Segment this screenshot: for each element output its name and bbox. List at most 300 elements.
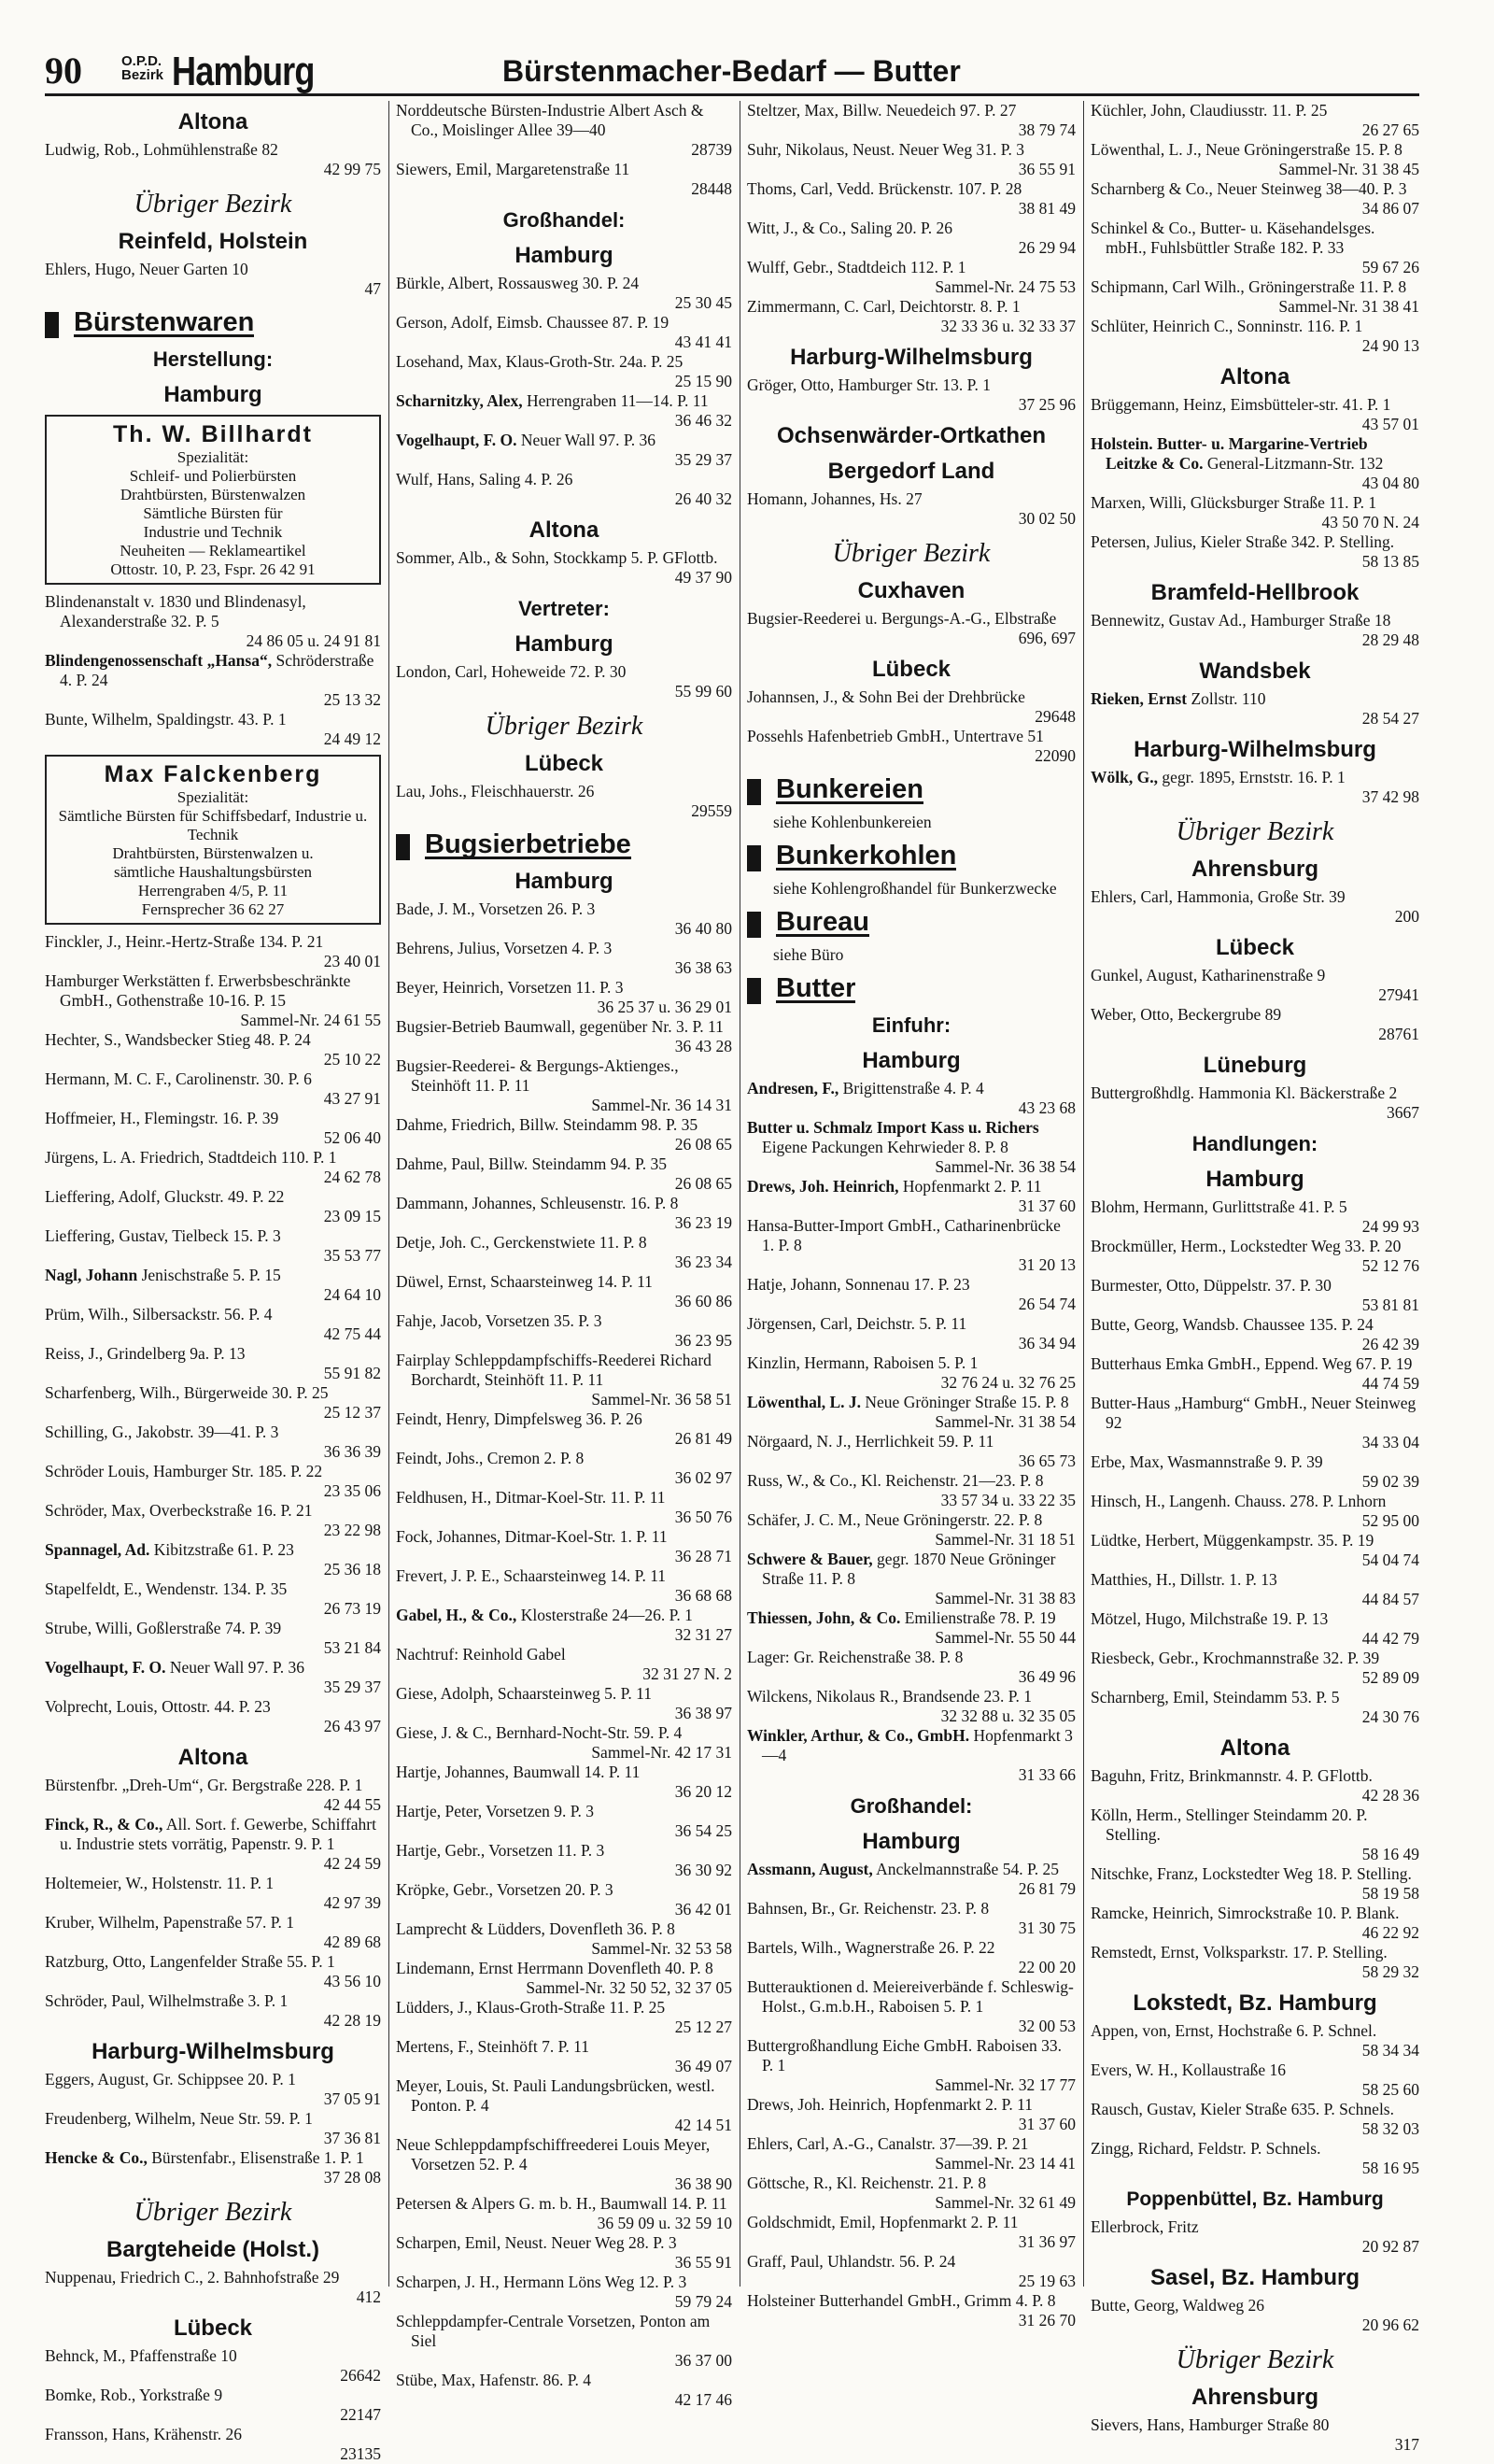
region-heading: Übriger Bezirk: [1176, 2345, 1334, 2374]
entry-name: Scharnitzky, Alex,: [396, 391, 523, 410]
directory-entry: [1091, 317, 1419, 356]
directory-entry: [747, 140, 1076, 179]
phone-number: 24 49 12: [323, 729, 381, 748]
directory-entry: [45, 651, 381, 710]
phone-number: 24 90 13: [1361, 336, 1419, 355]
entry-text: Jürgens, L. A. Friedrich, Stadtdeich 110. P. 1: [45, 1148, 337, 1167]
phone-number: 412: [356, 2287, 381, 2306]
directory-entry: [1091, 887, 1419, 927]
directory-entry: [747, 609, 1076, 648]
directory-entry: [747, 101, 1076, 140]
category-title: Bunkerkohlen: [776, 841, 957, 871]
entry-text: Possehls Hafenbetrieb GmbH., Untertrave 51: [747, 727, 1044, 745]
entry-text: Herrengraben 11—14. P. 11: [527, 391, 709, 410]
entry-text: Homann, Johannes, Hs. 27: [747, 489, 923, 508]
location-heading: Altona: [177, 109, 248, 135]
directory-entry: [396, 313, 732, 352]
advertisement-line: Spezialität:: [176, 788, 249, 806]
phone-number: 200: [1394, 907, 1419, 926]
entry-text: Löwenthal, L. J., Neue Gröningerstraße 15. P. 8: [1091, 140, 1402, 159]
phone-number: 58 34 34: [1361, 2041, 1419, 2060]
entry-text: Lager: Gr. Reichenstraße 38. P. 8: [747, 1648, 964, 1666]
entry-text: Appen, von, Ernst, Hochstraße 6. P. Schnel.: [1091, 2021, 1377, 2040]
phone-number: 42 99 75: [323, 160, 381, 178]
entry-text: Kölln, Herm., Stellinger Steindamm 20. P. Stelling.: [1091, 1806, 1368, 1844]
entry-text: Graff, Paul, Uhlandstr. 56. P. 24: [747, 2252, 956, 2271]
entry-text: Neuer Wall 97. P. 36: [169, 1658, 304, 1677]
entry-name: Spannagel, Ad.: [45, 1540, 150, 1559]
entry-text: Ludwig, Rob., Lohmühlenstraße 82: [45, 140, 278, 159]
directory-entry: [396, 1311, 732, 1351]
phone-number: 37 36 81: [323, 2129, 381, 2147]
cross-reference: siehe Kohlenbunkereien: [773, 813, 932, 831]
phone-number: 36 54 25: [674, 1821, 732, 1840]
entry-text: Klosterstraße 24—26. P. 1: [520, 1606, 693, 1624]
entry-text: Nachtruf: Reinhold Gabel: [396, 1645, 566, 1664]
phone-number: Sammel-Nr. 31 18 51: [935, 1530, 1076, 1549]
advertisement-line: Industrie und Technik: [143, 523, 283, 541]
section-marker-icon: [747, 845, 761, 871]
directory-entry: [747, 727, 1076, 766]
phone-number: Sammel-Nr. 32 53 58: [591, 1939, 732, 1958]
directory-entry: [45, 1658, 381, 1697]
cross-reference: siehe Büro: [773, 945, 844, 964]
entry-text: Nuppenau, Friedrich C., 2. Bahnhofstraße 29: [45, 2268, 340, 2287]
directory-entry: [396, 1017, 732, 1056]
phone-number: 42 17 46: [674, 2390, 732, 2409]
directory-entry: [45, 1305, 381, 1344]
phone-number: 58 29 32: [1361, 1962, 1419, 1981]
phone-number: 36 23 95: [674, 1331, 732, 1350]
entry-name: Nagl, Johann: [45, 1266, 138, 1284]
entry-text: Lindemann, Ernst Herrmann Dovenfleth 40. P. 8: [396, 1959, 713, 1977]
directory-entry: [747, 2291, 1076, 2330]
location-heading: Altona: [1219, 1735, 1290, 1761]
phone-number: 36 59 09 u. 32 59 10: [597, 2214, 732, 2232]
phone-number: 22 00 20: [1018, 1958, 1076, 1976]
entry-text: Hopfenmarkt 3—4: [762, 1726, 1073, 1764]
section-title: Bürstenmacher-Bedarf — Butter: [502, 54, 961, 88]
entry-text: Schröder, Max, Overbeckstraße 16. P. 21: [45, 1501, 313, 1520]
phone-number: 26 81 49: [674, 1429, 732, 1448]
entry-text: Giese, Adolph, Schaarsteinweg 5. P. 11: [396, 1684, 652, 1703]
directory-entry: [1091, 179, 1419, 219]
directory-entry: [396, 1684, 732, 1723]
entry-text: Anckelmannstraße 54. P. 25: [876, 1860, 1059, 1878]
phone-number: 53 81 81: [1361, 1296, 1419, 1314]
phone-number: 28448: [691, 179, 732, 198]
directory-entry: [396, 1056, 732, 1115]
entry-text: Bartels, Wilh., Wagnerstraße 26. P. 22: [747, 1938, 995, 1957]
directory-entry: [396, 1998, 732, 2037]
location-heading: Harburg-Wilhelmsburg: [1134, 737, 1376, 762]
entry-text: Witt, J., & Co., Saling 20. P. 26: [747, 219, 953, 237]
directory-entry: [45, 260, 381, 299]
directory-entry: [747, 2036, 1076, 2095]
entry-text: gegr. 1895, Ernststr. 16. P. 1: [1162, 768, 1346, 786]
directory-entry: [45, 592, 381, 651]
directory-entry: [45, 1913, 381, 1952]
directory-entry: [1091, 1864, 1419, 1904]
advertisement-line: Schleif- und Polierbürsten: [129, 467, 297, 485]
entry-text: Küchler, John, Claudiusstr. 11. P. 25: [1091, 101, 1328, 120]
directory-entry: [45, 1619, 381, 1658]
directory-entry: [1091, 1806, 1419, 1864]
category-title: Bunkereien: [776, 774, 923, 804]
phone-number: 23 40 01: [323, 952, 381, 970]
phone-number: 47: [364, 279, 381, 298]
entry-text: Butte, Georg, Waldweg 26: [1091, 2296, 1265, 2315]
entry-text: Bahnsen, Br., Gr. Reichenstr. 23. P. 8: [747, 1899, 990, 1918]
directory-entry: [396, 1723, 732, 1763]
entry-text: Göttsche, R., Kl. Reichenstr. 21. P. 8: [747, 2174, 987, 2192]
entry-text: Siewers, Emil, Margaretenstraße 11: [396, 160, 630, 178]
location-heading: Bargteheide (Holst.): [106, 2237, 320, 2262]
phone-number: 22090: [1035, 746, 1076, 765]
directory-entry: [396, 1645, 732, 1684]
phone-number: 59 67 26: [1361, 258, 1419, 276]
advertisement-line: Drahtbürsten, Bürstenwalzen u.: [112, 844, 314, 862]
phone-number: Sammel-Nr. 55 50 44: [935, 1628, 1076, 1647]
directory-entry: [396, 2135, 732, 2194]
directory-entry: [396, 1763, 732, 1802]
directory-entry: [45, 1462, 381, 1501]
location-heading: Lüneburg: [1203, 1053, 1307, 1078]
phone-number: 32 76 24 u. 32 76 25: [940, 1373, 1076, 1392]
location-heading: Lokstedt, Bz. Hamburg: [1133, 1990, 1377, 2016]
entry-text: Kröpke, Gebr., Vorsetzen 20. P. 3: [396, 1880, 613, 1899]
phone-number: 36 23 19: [674, 1213, 732, 1232]
directory-entry: [747, 1899, 1076, 1938]
entry-text: Emilienstraße 78. P. 19: [904, 1608, 1056, 1627]
entry-text: Holtemeier, W., Holstenstr. 11. P. 1: [45, 1874, 275, 1892]
phone-number: 36 65 73: [1018, 1451, 1076, 1470]
entry-name: Assmann, August,: [747, 1860, 873, 1878]
directory-entry: [747, 1860, 1076, 1899]
directory-entry: [45, 1423, 381, 1462]
entry-text: Hoffmeier, H., Flemingstr. 16. P. 39: [45, 1109, 279, 1127]
entry-text: Wilckens, Nikolaus R., Brandsende 23. P. 1: [747, 1687, 1033, 1706]
entry-text: Goldschmidt, Emil, Hopfenmarkt 2. P. 11: [747, 2213, 1019, 2231]
directory-entry: [396, 101, 732, 160]
entry-text: Bugsier-Betrieb Baumwall, gegenüber Nr. 3. P. 11: [396, 1017, 724, 1036]
phone-number: 36 02 97: [674, 1468, 732, 1487]
directory-entry: [747, 2252, 1076, 2291]
phone-number: 26 29 94: [1018, 238, 1076, 257]
phone-number: 31 20 13: [1018, 1255, 1076, 1274]
directory-entry: [396, 2371, 732, 2410]
location-heading: Hamburg: [514, 869, 613, 894]
entry-text: Hartje, Gebr., Vorsetzen 11. P. 3: [396, 1841, 605, 1860]
phone-number: Sammel-Nr. 31 38 41: [1278, 297, 1419, 316]
phone-number: 58 13 85: [1361, 552, 1419, 571]
directory-entry: [396, 160, 732, 199]
phone-number: 28761: [1378, 1025, 1419, 1043]
location-heading: Harburg-Wilhelmsburg: [92, 2039, 334, 2064]
entry-text: Lamprecht & Lüdders, Dovenfleth 36. P. 8: [396, 1919, 675, 1938]
entry-text: Gunkel, August, Katharinenstraße 9: [1091, 966, 1326, 984]
entry-text: Schipmann, Carl Wilh., Gröningerstraße 11. P. 8: [1091, 277, 1407, 296]
entry-name: Butter u. Schmalz Import Kass u. Richers: [747, 1118, 1039, 1137]
directory-entry: [45, 2109, 381, 2148]
phone-number: 696, 697: [1018, 629, 1076, 647]
location-heading: Hamburg: [514, 631, 613, 657]
phone-number: 37 05 91: [323, 2089, 381, 2108]
location-heading: Harburg-Wilhelmsburg: [790, 345, 1033, 370]
phone-number: 59 79 24: [674, 2292, 732, 2311]
entry-text: Johannsen, J., & Sohn Bei der Drehbrücke: [747, 687, 1025, 706]
directory-entry: [396, 782, 732, 821]
phone-number: 43 50 70 N. 24: [1321, 513, 1419, 531]
entry-text: Bürstenfabr., Elisenstraße 1. P. 1: [151, 2148, 364, 2167]
phone-number: 36 49 07: [674, 2057, 732, 2075]
entry-text: Losehand, Max, Klaus-Groth-Str. 24a. P. 25: [396, 352, 684, 371]
phone-number: 36 37 00: [674, 2351, 732, 2370]
entry-text: Hatje, Johann, Sonnenau 17. P. 23: [747, 1275, 970, 1294]
entry-text: Buttergroßhandlung Eiche GmbH. Raboisen 33. P. 1: [747, 2036, 1062, 2075]
directory-entry: [1091, 2139, 1419, 2178]
entry-text: Ehlers, Hugo, Neuer Garten 10: [45, 260, 248, 278]
region-heading: Übriger Bezirk: [134, 2198, 292, 2227]
entry-text: Brüggemann, Heinz, Eimsbütteler-str. 41. P. 1: [1091, 395, 1391, 414]
directory-entry: [1091, 1276, 1419, 1315]
directory-entry: [1091, 1005, 1419, 1044]
directory-entry: [396, 1154, 732, 1194]
entry-name: Vogelhaupt, F. O.: [396, 431, 517, 449]
phone-number: 25 12 37: [323, 1403, 381, 1422]
entry-name: Wölk, G.,: [1091, 768, 1158, 786]
directory-entry: [1091, 1315, 1419, 1354]
directory-entry: [45, 2386, 381, 2425]
entry-text: Zollstr. 110: [1191, 689, 1266, 708]
location-heading: Reinfeld, Holstein: [118, 229, 308, 254]
phone-number: 25 15 90: [674, 372, 732, 390]
entry-text: Scharnberg, Emil, Steindamm 53. P. 5: [1091, 1688, 1340, 1706]
phone-number: 24 30 76: [1361, 1707, 1419, 1726]
directory-entry: [747, 1314, 1076, 1353]
entry-text: Meyer, Louis, St. Pauli Landungsbrücken, westl. Ponton. P. 4: [396, 2076, 715, 2115]
entry-text: Feindt, Johs., Cremon 2. P. 8: [396, 1449, 585, 1467]
directory-entry: [396, 1880, 732, 1919]
entry-text: Scharpen, J. H., Hermann Löns Weg 12. P. 3: [396, 2273, 687, 2291]
cross-reference: siehe Kohlengroßhandel für Bunkerzwecke: [773, 879, 1057, 898]
entry-name: Vogelhaupt, F. O.: [45, 1658, 166, 1677]
phone-number: 31 30 75: [1018, 1919, 1076, 1937]
phone-number: 23 22 98: [323, 1521, 381, 1539]
entry-text: Giese, J. & C., Bernhard-Nocht-Str. 59. P. 4: [396, 1723, 683, 1742]
directory-entry: [1091, 2100, 1419, 2139]
directory-entry: [396, 2037, 732, 2076]
location-heading: Altona: [1219, 364, 1290, 389]
phone-number: 28 29 48: [1361, 630, 1419, 649]
phone-number: 52 12 76: [1361, 1256, 1419, 1275]
entry-text: Bürstenfbr. „Dreh-Um“, Gr. Bergstraße 228. P. 1: [45, 1776, 363, 1794]
directory-entry: [396, 2273, 732, 2312]
directory-entry: [396, 1194, 732, 1233]
phone-number: 28739: [691, 140, 732, 159]
directory-entry: [747, 1432, 1076, 1471]
entry-text: Riesbeck, Gebr., Krochmannstraße 32. P. 39: [1091, 1649, 1380, 1667]
directory-entry: [747, 2174, 1076, 2213]
category-heading: [396, 829, 732, 860]
directory-entry: [1091, 1766, 1419, 1806]
directory-entry: [45, 2346, 381, 2386]
directory-entry: [396, 1802, 732, 1841]
entry-text: Düwel, Ernst, Schaarsteinweg 14. P. 11: [396, 1272, 653, 1291]
directory-entry: [1091, 1943, 1419, 1982]
entry-text: Reiss, J., Grindelberg 9a. P. 13: [45, 1344, 246, 1363]
phone-number: Sammel-Nr. 24 75 53: [935, 277, 1076, 296]
location-heading: Lübeck: [871, 657, 951, 682]
subcategory-heading: Herstellung:: [152, 347, 274, 371]
phone-number: Sammel-Nr. 32 17 77: [935, 2075, 1076, 2094]
directory-entry: [747, 1648, 1076, 1687]
directory-entry: [45, 1148, 381, 1187]
entry-text: Wulff, Gebr., Stadtdeich 112. P. 1: [747, 258, 966, 276]
directory-entry: [396, 1449, 732, 1488]
entry-text: Hamburger Werkstätten f. Erwerbsbeschränkte GmbH., Gothenstraße 10-16. P. 15: [45, 971, 351, 1010]
directory-entry: [747, 1938, 1076, 1977]
directory-entry: [396, 1566, 732, 1606]
directory-entry: [45, 140, 381, 179]
location-heading: Ahrensburg: [1191, 2385, 1318, 2410]
entry-text: Schilling, G., Jakobstr. 39—41. P. 3: [45, 1423, 279, 1441]
phone-number: Sammel-Nr. 32 61 49: [935, 2193, 1076, 2212]
directory-entry: [1091, 395, 1419, 434]
phone-number: Sammel-Nr. 36 58 51: [591, 1390, 732, 1409]
advertisement-line: sämtliche Haushaltungsbürsten: [114, 863, 312, 881]
phone-number: 46 22 92: [1361, 1923, 1419, 1942]
phone-number: 25 13 32: [323, 690, 381, 709]
entry-text: Remstedt, Ernst, Volksparkstr. 17. P. Stelling.: [1091, 1943, 1388, 1961]
entry-text: Bürkle, Albert, Rossausweg 30. P. 24: [396, 274, 640, 292]
directory-entry: [1091, 434, 1419, 493]
entry-name: Finck, R., & Co.,: [45, 1815, 163, 1834]
region-heading: Übriger Bezirk: [832, 539, 991, 568]
directory-entry: [45, 1030, 381, 1069]
phone-number: 36 30 92: [674, 1861, 732, 1879]
entry-text: Ehlers, Carl, Hammonia, Große Str. 39: [1091, 887, 1346, 906]
location-heading: Hamburg: [1205, 1167, 1304, 1192]
phone-number: 36 60 86: [674, 1292, 732, 1310]
phone-number: Sammel-Nr. 42 17 31: [591, 1743, 732, 1762]
directory-entry: [396, 1959, 732, 1998]
directory-entry: [1091, 2021, 1419, 2060]
entry-text: London, Carl, Hoheweide 72. P. 30: [396, 662, 627, 681]
phone-number: 26642: [340, 2366, 381, 2385]
entry-text: Nitschke, Franz, Lockstedter Weg 18. P. Stelling.: [1091, 1864, 1412, 1883]
phone-number: 24 62 78: [323, 1168, 381, 1186]
entry-text: Lüdders, J., Klaus-Groth-Straße 11. P. 25: [396, 1998, 666, 2017]
phone-number: 25 30 45: [674, 293, 732, 312]
entry-text: Butterhaus Emka GmbH., Eppend. Weg 67. P. 19: [1091, 1354, 1413, 1373]
entry-text: Butte, Georg, Wandsb. Chaussee 135. P. 24: [1091, 1315, 1374, 1334]
entry-text: Russ, W., & Co., Kl. Reichenstr. 21—23. P. 8: [747, 1471, 1044, 1490]
directory-entry: [45, 1874, 381, 1913]
entry-text: Brockmüller, Herm., Lockstedter Weg 33. P. 20: [1091, 1237, 1402, 1255]
phone-number: 31 37 60: [1018, 2115, 1076, 2133]
phone-number: 58 16 95: [1361, 2159, 1419, 2177]
entry-name: Holstein. Butter- u. Margarine-Vertrieb Leitzke & Co.: [1091, 434, 1368, 473]
entry-name: Löwenthal, L. J.: [747, 1393, 862, 1411]
phone-number: 36 25 37 u. 36 29 01: [597, 998, 732, 1016]
directory-entry: [396, 548, 732, 588]
directory-entry: [1091, 1452, 1419, 1492]
phone-number: 43 23 68: [1018, 1098, 1076, 1117]
directory-entry: [45, 1226, 381, 1266]
directory-entry: [396, 899, 732, 939]
advertisement-title: Th. W. Billhardt: [113, 421, 313, 447]
phone-number: 31 36 97: [1018, 2232, 1076, 2251]
directory-entry: [747, 1216, 1076, 1275]
phone-number: 31 33 66: [1018, 1765, 1076, 1784]
entry-text: Fock, Johannes, Ditmar-Koel-Str. 1. P. 11: [396, 1527, 668, 1546]
entry-text: Steltzer, Max, Billw. Neuedeich 97. P. 27: [747, 101, 1017, 120]
phone-number: 25 10 22: [323, 1050, 381, 1069]
directory-entry: [1091, 1354, 1419, 1394]
directory-entry: [747, 1977, 1076, 2036]
location-heading: Lübeck: [1215, 935, 1295, 960]
directory-entry: [1091, 277, 1419, 317]
phone-number: 26 81 79: [1018, 1879, 1076, 1898]
phone-number: 36 42 01: [674, 1900, 732, 1919]
location-heading: Hamburg: [514, 243, 613, 268]
column-3: [747, 101, 1076, 2329]
location-heading: Lübeck: [524, 751, 604, 776]
entry-text: Mertens, F., Steinhöft 7. P. 11: [396, 2037, 589, 2056]
phone-number: 36 55 91: [674, 2253, 732, 2272]
entry-text: Schäfer, J. C. M., Neue Gröningerstr. 22. P. 8: [747, 1510, 1043, 1529]
phone-number: 22147: [340, 2405, 381, 2424]
phone-number: 43 27 91: [323, 1089, 381, 1108]
entry-text: Frevert, J. P. E., Schaarsteinweg 14. P. 11: [396, 1566, 667, 1585]
section-marker-icon: [747, 978, 761, 1004]
phone-number: 52 95 00: [1361, 1511, 1419, 1530]
phone-number: 36 46 32: [674, 411, 732, 430]
phone-number: 36 38 63: [674, 958, 732, 977]
entry-text: Sievers, Hans, Hamburger Straße 80: [1091, 2415, 1330, 2434]
entry-name: Schwere & Bauer,: [747, 1550, 873, 1568]
entry-text: Brigittenstraße 4. P. 4: [842, 1079, 984, 1097]
phone-number: 26 40 32: [674, 489, 732, 508]
directory-entry: [45, 1501, 381, 1540]
entry-text: Hansa-Butter-Import GmbH., Catharinenbrücke 1. P. 8: [747, 1216, 1061, 1254]
phone-number: 58 25 60: [1361, 2080, 1419, 2099]
phone-number: 29559: [691, 801, 732, 820]
entry-text: Dahme, Paul, Billw. Steindamm 94. P. 35: [396, 1154, 668, 1173]
entry-text: Sommer, Alb., & Sohn, Stockkamp 5. P. GFlottb.: [396, 548, 718, 567]
phone-number: 26 42 39: [1361, 1335, 1419, 1353]
phone-number: 52 06 40: [323, 1128, 381, 1147]
subcategory-heading: Vertreter:: [518, 597, 610, 620]
phone-number: 38 79 74: [1018, 120, 1076, 139]
phone-number: Sammel-Nr. 31 38 54: [935, 1412, 1076, 1431]
directory-entry: [396, 2312, 732, 2371]
directory-entry: [747, 1471, 1076, 1510]
advertisement-line: Drahtbürsten, Bürstenwalzen: [120, 486, 306, 503]
category-heading: [747, 973, 1076, 1004]
phone-number: 36 23 34: [674, 1253, 732, 1271]
phone-number: 24 86 05 u. 24 91 81: [246, 631, 381, 650]
directory-entry: [747, 375, 1076, 415]
category-title: Bugsierbetriebe: [425, 829, 631, 859]
directory-entry: [1091, 2415, 1419, 2455]
directory-entry: [396, 1272, 732, 1311]
entry-text: Stübe, Max, Hafenstr. 86. P. 4: [396, 2371, 592, 2389]
directory-entry: [45, 1579, 381, 1619]
entry-text: Ehlers, Carl, A.-G., Canalstr. 37—39. P. 21: [747, 2134, 1029, 2153]
directory-entry: [1091, 1394, 1419, 1452]
